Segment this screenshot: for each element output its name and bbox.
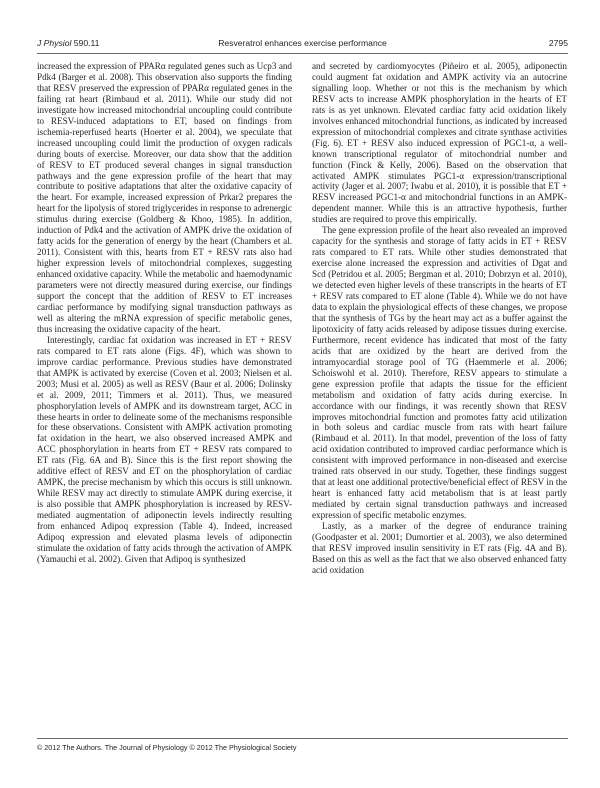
- running-header: [37, 38, 568, 52]
- left-column: [37, 61, 292, 565]
- paragraph: The gene expression profile of the heart also revealed an improved capacity for the synthesis and storage of fatty acids in ET + RESV rats compared to ET rats. While other studies demonstrated that exercise alone increased the expression and activities of Dgat and Scd (Petridou et al. 2005; Bergman et al. 2010; Dobrzyn et al. 2010), we detected even higher levels of these transcripts in the hearts of ET + RESV rats compared to ET alone (Table 4). While we do not have data to explain the physiological effects of these changes, we propose that the synthesis of TGs by the heart may act as a buffer against the lipotoxicity of fatty acids released by adipose tissues during exercise. Furthermore, recent evidence has indicated that most of the fatty acids that are oxidized by the heart are derived from the intramyocardial storage pool of TG (Haemmerle et al. 2006; Schoiswohl et al. 2010). Therefore, RESV appears to stimulate a gene expression profile that adapts the tissue for the efficient metabolism and oxidation of fatty acids during exercise. In accordance with our findings, it was recently shown that RESV improves mitochondrial function and promotes fatty acid utilization in both soleus and cardiac muscle from rats with heart failure (Rimbaud et al. 2011). In that model, prevention of the loss of fatty acid oxidation contributed to improved cardiac performance which is consistent with improved performance in non-diseased and exercise trained rats observed in our study. Together, these findings suggest that at least one additional protective/beneficial effect of RESV in the heart is enhanced fatty acid metabolism that is at least partly mediated by certain signal transduction pathways and increased expression of specific metabolic enzymes.: [312, 225, 567, 521]
- paragraph: and secreted by cardiomyocytes (Piñeiro et al. 2005), adiponectin could augment fat oxidation and AMPK activity via an autocrine signalling loop. Whether or not this is the mechanism by which RESV acts to increase AMPK phosphorylation in the hearts of ET rats is as yet unknown. Elevated cardiac fatty acid oxidation likely involves enhanced mitochondrial functions, as indicated by increased expression of mitochondrial complexes and citrate synthase activities (Fig. 6). ET + RESV also induced expression of PGC1-α, a well-known transcriptional regulator of mitochondrial number and function (Finck & Kelly, 2006). Based on the observation that activated AMPK stimulates PGC1-α expression/transcriptional activity (Jager et al. 2007; Iwabu et al. 2010), it is possible that ET + RESV increased PGC1-α and mitochondrial functions in an AMPK-dependent manner. While this is an attractive hypothesis, further studies are required to prove this empirically.: [312, 61, 567, 225]
- right-column: [312, 61, 567, 576]
- journal-name: J Physiol: [37, 38, 72, 48]
- paragraph: Interestingly, cardiac fat oxidation was increased in ET + RESV rats compared to ET rats alone (Figs. 4F), which was shown to improve cardiac performance. Previous studies have demonstrated that AMPK is activated by exercise (Coven et al. 2003; Nielsen et al. 2003; Musi et al. 2005) as well as RESV (Baur et al. 2006; Dolinsky et al. 2009, 2011; Timmers et al. 2011). Thus, we measured phosphorylation levels of AMPK and its downstream target, ACC in these hearts in order to delineate some of the mechanisms responsible for these observations. Consistent with AMPK activation promoting fat oxidation in the heart, we also observed increased AMPK and ACC phosphorylation in hearts from ET + RESV rats compared to ET rats (Fig. 6A and B). Since this is the first report showing the additive effect of RESV and ET on the phosphorylation of cardiac AMPK, the precise mechanism by which this occurs is still unknown. While RESV may act directly to stimulate AMPK during exercise, it is also possible that AMPK phosphorylation is increased by RESV-mediated augmentation of adiponectin levels indirectly resulting from enhanced Adipoq expression (Table 4). Indeed, increased Adipoq expression and elevated plasma levels of adiponectin stimulate the oxidation of fatty acids through the activation of AMPK (Yamauchi et al. 2002). Given that Adipoq is synthesized: [37, 334, 292, 564]
- page-number: 2795: [548, 38, 568, 48]
- running-title: Resveratrol enhances exercise performance: [218, 38, 387, 48]
- copyright-footer: © 2012 The Authors. The Journal of Physiology © 2012 The Physiological Society: [37, 743, 297, 752]
- paragraph: increased the expression of PPARα regulated genes such as Ucp3 and Pdk4 (Barger et al. 2008). This observation also supports the finding that RESV preserved the expression of PPARα regulated genes in the failing rat heart (Rimbaud et al. 2011). While our study did not investigate how increased mitochondrial uncoupling could contribute to RESV-induced adaptations to ET, based on findings from ischemia-reperfused hearts (Hoerter et al. 2004), we speculate that increased uncoupling could limit the production of oxygen radicals during bouts of exercise. Moreover, our data show that the addition of RESV to ET produced several changes in signal transduction pathways and the gene expression profile of the heart that may contribute to positive adaptations that alter the oxidative capacity of the heart. For example, increased expression of Prkar2 prepares the heart for the lipolysis of stored triglycerides in response to adrenergic stimulus during exercise (Goldberg & Khoo, 1985). In addition, induction of Pdk4 and the activation of AMPK drive the oxidation of fatty acids for the generation of energy by the heart (Chambers et al. 2011). Consistent with this, hearts from ET + RESV rats also had higher expression levels of mitochondrial complexes, suggesting enhanced oxidative capacity. While the metabolic and haemodynamic parameters were not directly measured during exercise, our findings support the concept that the addition of RESV to ET increases cardiac performance by modifying signal transduction pathways as well as altering the mRNA expression of specific metabolic genes, thus increasing the oxidative capacity of the heart.: [37, 61, 292, 334]
- footer-divider: [37, 738, 568, 739]
- volume-pages: 590.11: [73, 38, 100, 48]
- header-divider: [37, 53, 568, 54]
- paragraph: Lastly, as a marker of the degree of endurance training (Goodpaster et al. 2001; Dumortier et al. 2003), we also determined that RESV improved insulin sensitivity in ET rats (Fig. 4A and B). Based on this as well as the fact that we also observed enhanced fatty acid oxidation: [312, 521, 567, 575]
